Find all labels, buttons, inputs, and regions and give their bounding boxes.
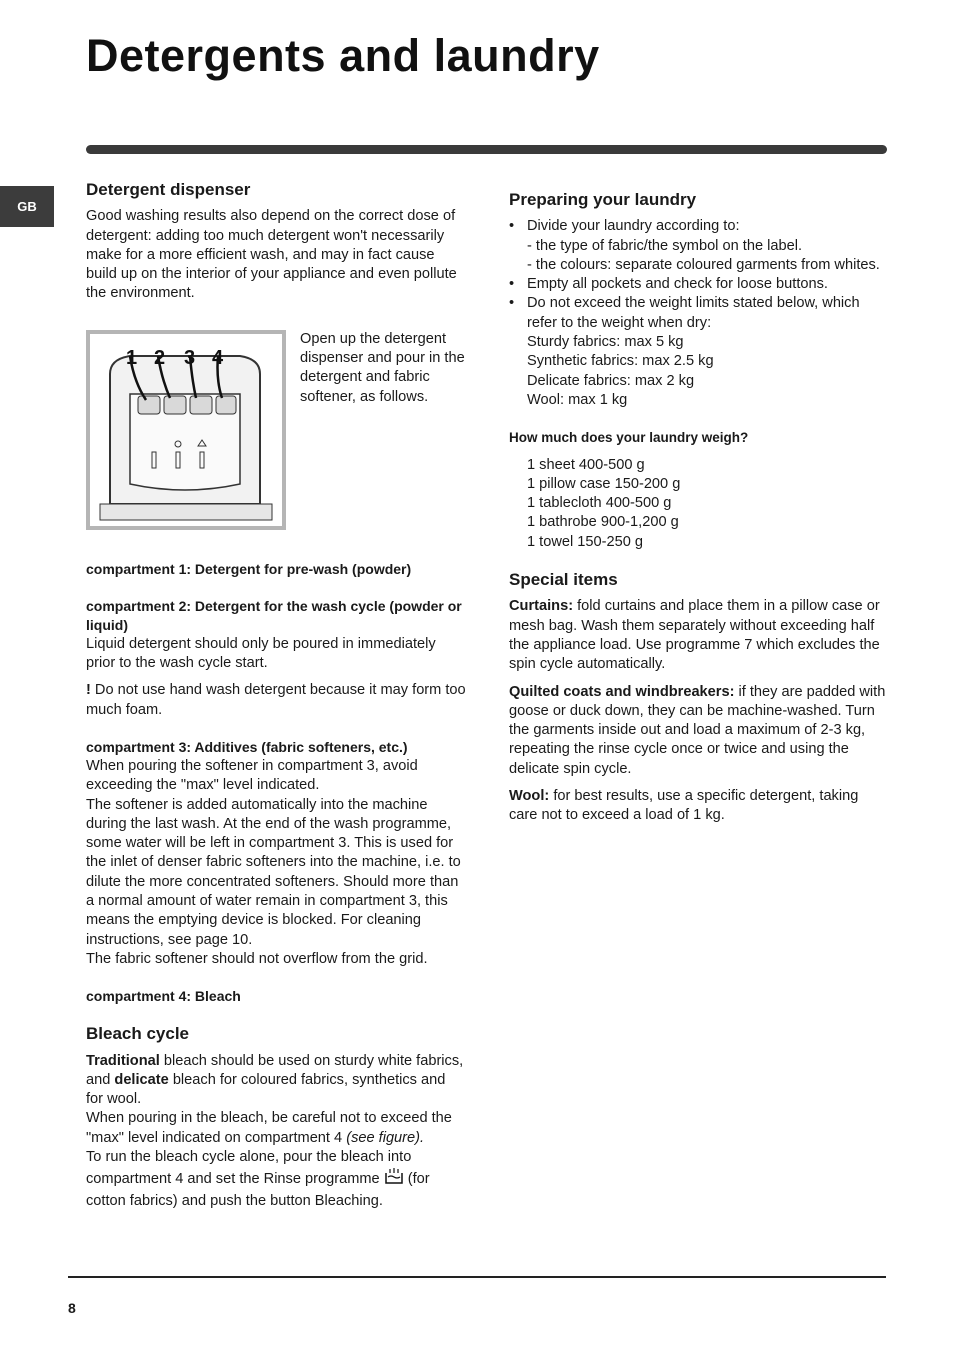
- dispenser-figure: [86, 330, 286, 530]
- compartment-2-title: compartment 2: Detergent for the wash cycle (powder or liquid): [86, 597, 462, 633]
- dispenser-figure-row: [86, 330, 466, 530]
- weight-item: 1 tablecloth 400-500 g: [527, 495, 672, 512]
- wool-paragraph: [509, 787, 889, 826]
- bleach-text-1: [86, 1052, 466, 1110]
- figure-caption: Open up the detergent dispenser and pour in the detergent and fabric softener, as follows.: [300, 330, 465, 405]
- figure-label-2: 2: [154, 346, 166, 369]
- compartment-2-warning: [86, 681, 466, 720]
- curtains-label: Curtains:: [509, 598, 574, 615]
- title-divider: [86, 145, 887, 154]
- curtains-paragraph: [509, 597, 889, 674]
- compartment-3-text-3: The fabric softener should not overflow from the grid.: [86, 950, 428, 967]
- bleach-heading: Bleach cycle: [86, 1024, 190, 1044]
- compartment-3-text-2: The softener is added automatically into the machine during the last wash. At the end of the wash programme, some water will be left in compartment 3. This is used for the inlet of denser fabric softeners into the machine, i.e. to dilute the more concentrated softeners. Should more than a normal amount of water remain in compartment 3, this means the emptying device is blocked. For cleaning instructions, see page 10.: [86, 796, 461, 948]
- warning-text: Do not use hand wash detergent because it may form too much foam.: [86, 682, 466, 718]
- list-item-text: Do not exceed the weight limits stated below, which refer to the weight when dry:: [527, 295, 860, 331]
- special-heading: Special items: [509, 570, 618, 590]
- right-column: [509, 190, 889, 826]
- list-item: [509, 275, 889, 294]
- curtains-text: fold curtains and place them in a pillow case or mesh bag. Wash them separately without exceeding half the appliance load. Use programme 7 which excludes the spin cycle automatically.: [509, 598, 880, 673]
- quilted-paragraph: [509, 683, 889, 779]
- wool-label: Wool:: [509, 788, 550, 805]
- list-item: [509, 294, 889, 410]
- list-item-text: Divide your laundry according to:: [527, 218, 740, 235]
- delicate-label: delicate: [114, 1071, 169, 1088]
- quilted-label: Quilted coats and windbreakers:: [509, 683, 735, 700]
- bullet-icon: •: [509, 276, 515, 293]
- left-column: [86, 180, 466, 1211]
- bullet-icon: •: [509, 218, 515, 235]
- figure-label-3: 3: [184, 346, 196, 369]
- list-subitem: - the type of fabric/the symbol on the label.: [527, 237, 803, 254]
- list-item: [509, 217, 889, 275]
- list-subitem: Synthetic fabrics: max 2.5 kg: [527, 353, 714, 370]
- bleach-text-1b: bleach for coloured fabrics, synthetics and for wool.: [86, 1071, 446, 1108]
- language-tab: GB: [0, 186, 54, 227]
- compartment-3-text-1: When pouring the softener in compartment 3, avoid exceeding the "max" level indicated.: [86, 757, 418, 794]
- weight-item: 1 pillow case 150-200 g: [527, 475, 681, 492]
- bleach-text-1a: bleach should be used on sturdy white fabrics, and: [86, 1052, 464, 1088]
- list-item-text: Empty all pockets and check for loose buttons.: [527, 276, 828, 293]
- wool-text: for best results, use a specific detergent, taking care not to exceed a load of 1 kg.: [509, 788, 859, 824]
- bullet-icon: •: [509, 295, 515, 312]
- list-subitem: Sturdy fabrics: max 5 kg: [527, 334, 684, 351]
- quilted-text: if they are padded with goose or duck down, they can be machine-washed. Turn the garments inside out and load a maximum of 2-3 kg, repeating the rinse cycle once or twice and using the delicate spin cycle.: [509, 683, 886, 777]
- see-figure-note: (see figure).: [346, 1129, 425, 1146]
- weights-list: [509, 456, 889, 552]
- compartment-4-title: compartment 4: Bleach: [86, 988, 241, 1005]
- list-subitem: Wool: max 1 kg: [527, 391, 628, 408]
- weight-item: 1 bathrobe 900-1,200 g: [527, 514, 679, 531]
- weigh-heading: How much does your laundry weigh?: [509, 430, 749, 446]
- list-subitem: - the colours: separate coloured garments from whites.: [527, 256, 880, 273]
- figure-label-1: 1: [126, 346, 138, 369]
- figure-label-4: 4: [212, 346, 224, 369]
- page-number: 8: [68, 1300, 76, 1316]
- weight-item: 1 sheet 400-500 g: [527, 456, 645, 473]
- bleach-text-2a: When pouring in the bleach, be careful not to exceed the "max" level indicated on compartment 4: [86, 1110, 452, 1146]
- list-subitem: Delicate fabrics: max 2 kg: [527, 372, 695, 389]
- compartment-3-title: compartment 3: Additives (fabric softeners, etc.): [86, 738, 408, 755]
- dispenser-heading: Detergent dispenser: [86, 180, 251, 199]
- rinse-programme-icon: [384, 1167, 404, 1191]
- page-title: Detergents and laundry: [86, 30, 600, 81]
- weight-item: 1 towel 150-250 g: [527, 533, 644, 550]
- compartment-1-title: compartment 1: Detergent for pre-wash (powder): [86, 560, 412, 577]
- traditional-label: Traditional: [86, 1052, 160, 1069]
- bleach-text-3b: (for cotton fabrics) and push the button Bleaching.: [86, 1171, 430, 1209]
- bleach-text-3a: To run the bleach cycle alone, pour the bleach into compartment 4 and set the Rinse programme: [86, 1149, 412, 1188]
- compartment-2-text: Liquid detergent should only be poured in immediately prior to the wash cycle start.: [86, 635, 436, 672]
- prep-heading: Preparing your laundry: [509, 190, 697, 209]
- footer-divider: [68, 1276, 886, 1278]
- dispenser-illustration: [90, 334, 282, 526]
- dispenser-intro: Good washing results also depend on the correct dose of detergent: adding too much detergent won't necessarily make for a more efficient wash, and may in fact cause build up on the interior of your appliance and even pollute the environment.: [86, 208, 457, 302]
- bleach-text-3: [86, 1148, 466, 1211]
- prep-list: [509, 217, 889, 410]
- bleach-text-2: [86, 1109, 466, 1148]
- warning-icon: !: [86, 682, 91, 699]
